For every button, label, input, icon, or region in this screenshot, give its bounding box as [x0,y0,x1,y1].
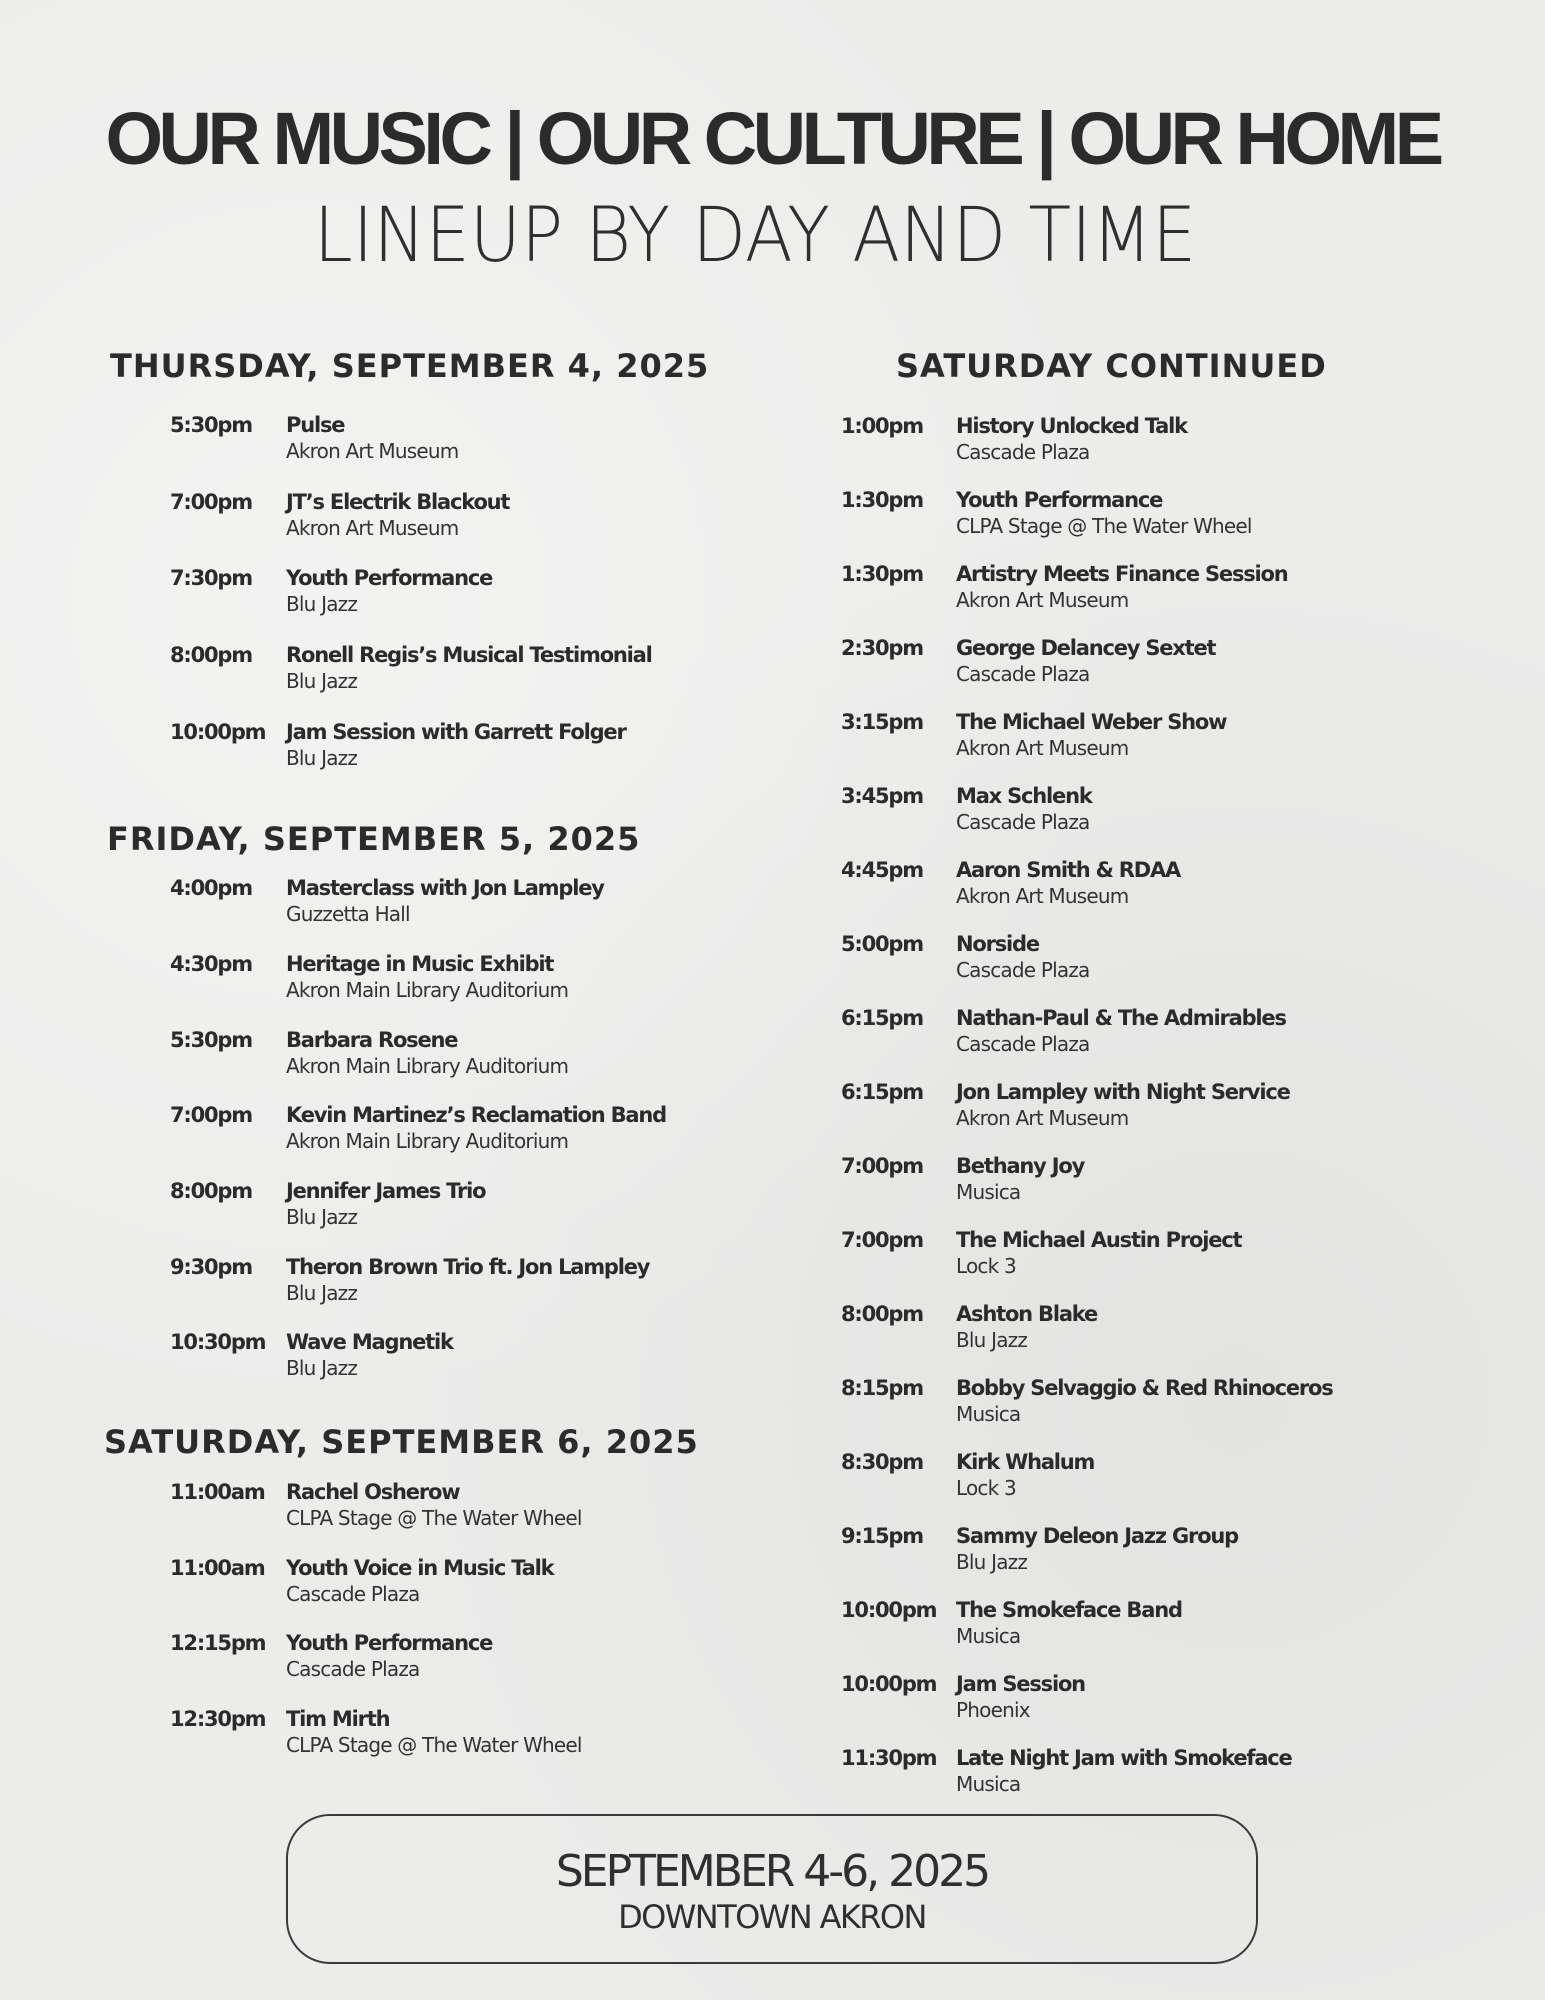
event-act: Ashton Blake [956,1302,1098,1326]
event-time: 7:00pm [170,490,252,514]
event-act: Kirk Whalum [956,1450,1095,1474]
event-act: JT’s Electrik Blackout [286,490,510,514]
festival-location: DOWNTOWN AKRON [618,1898,926,1936]
event-venue: Lock 3 [956,1254,1016,1278]
event-venue: Blu Jazz [286,746,358,770]
event-act: Theron Brown Trio ft. Jon Lampley [286,1255,650,1279]
event-act: Youth Voice in Music Talk [286,1556,554,1580]
day-heading-saturday-continued: SATURDAY CONTINUED [896,347,1327,385]
event-time: 4:30pm [170,952,252,976]
event-venue: Guzzetta Hall [286,902,410,926]
event-act: History Unlocked Talk [956,414,1187,438]
event-venue: Lock 3 [956,1476,1016,1500]
event-venue: Akron Art Museum [956,588,1129,612]
event-time: 10:00pm [170,720,266,744]
event-venue: Akron Main Library Auditorium [286,978,569,1002]
page-subtitle: LINEUP BY DAY AND TIME [313,190,1197,279]
event-time: 1:00pm [841,414,923,438]
event-time: 5:30pm [170,413,252,437]
event-time: 1:30pm [841,488,923,512]
event-time: 7:30pm [170,566,252,590]
event-time: 11:00am [170,1556,265,1580]
event-time: 7:00pm [841,1228,923,1252]
event-venue: Akron Art Museum [956,1106,1129,1130]
event-venue: Musica [956,1402,1021,1426]
event-venue: Cascade Plaza [956,662,1090,686]
event-time: 10:30pm [170,1330,266,1354]
event-time: 8:00pm [841,1302,923,1326]
event-time: 11:00am [170,1480,265,1504]
event-time: 5:30pm [170,1028,252,1052]
event-act: Nathan-Paul & The Admirables [956,1006,1286,1030]
event-venue: CLPA Stage @ The Water Wheel [286,1733,582,1757]
event-venue: Musica [956,1624,1021,1648]
event-venue: Cascade Plaza [956,440,1090,464]
event-act: Jennifer James Trio [286,1179,486,1203]
event-act: Ronell Regis’s Musical Testimonial [286,643,652,667]
event-venue: Cascade Plaza [286,1657,420,1681]
event-time: 3:15pm [841,710,923,734]
event-act: George Delancey Sextet [956,636,1216,660]
event-venue: Blu Jazz [956,1328,1028,1352]
event-time: 7:00pm [841,1154,923,1178]
event-venue: Blu Jazz [956,1550,1028,1574]
day-heading-saturday: SATURDAY, SEPTEMBER 6, 2025 [104,1423,699,1461]
event-act: Artistry Meets Finance Session [956,562,1288,586]
event-venue: Akron Main Library Auditorium [286,1129,569,1153]
event-act: Sammy Deleon Jazz Group [956,1524,1239,1548]
event-time: 8:15pm [841,1376,923,1400]
event-venue: Blu Jazz [286,592,358,616]
event-act: Tim Mirth [286,1707,390,1731]
event-act: Aaron Smith & RDAA [956,858,1181,882]
event-venue: Cascade Plaza [956,958,1090,982]
event-time: 6:15pm [841,1006,923,1030]
event-act: Wave Magnetik [286,1330,453,1354]
event-time: 1:30pm [841,562,923,586]
day-heading-thursday: THURSDAY, SEPTEMBER 4, 2025 [110,347,710,385]
event-time: 6:15pm [841,1080,923,1104]
event-act: Norside [956,932,1039,956]
event-venue: Cascade Plaza [286,1582,420,1606]
event-venue: Akron Art Museum [956,736,1129,760]
event-act: Youth Performance [286,566,493,590]
event-time: 9:30pm [170,1255,252,1279]
event-time: 11:30pm [841,1746,937,1770]
event-venue: CLPA Stage @ The Water Wheel [956,514,1252,538]
event-time: 4:00pm [170,876,252,900]
event-time: 2:30pm [841,636,923,660]
event-time: 7:00pm [170,1103,252,1127]
event-act: Pulse [286,413,345,437]
event-time: 12:30pm [170,1707,266,1731]
event-venue: Blu Jazz [286,669,358,693]
event-venue: Akron Main Library Auditorium [286,1054,569,1078]
event-act: Bethany Joy [956,1154,1085,1178]
event-venue: Akron Art Museum [286,516,459,540]
event-act: The Smokeface Band [956,1598,1182,1622]
event-venue: Akron Art Museum [286,439,459,463]
event-act: Jam Session with Garrett Folger [286,720,626,744]
day-heading-friday: FRIDAY, SEPTEMBER 5, 2025 [107,820,641,858]
event-venue: Musica [956,1180,1021,1204]
event-venue: Phoenix [956,1698,1030,1722]
event-venue: Cascade Plaza [956,1032,1090,1056]
event-time: 12:15pm [170,1631,266,1655]
festival-dates-box [286,1814,1258,1964]
page-title: OUR MUSIC | OUR CULTURE | OUR HOME [105,97,1440,180]
event-venue: CLPA Stage @ The Water Wheel [286,1506,582,1530]
event-venue: Akron Art Museum [956,884,1129,908]
event-venue: Blu Jazz [286,1281,358,1305]
event-time: 10:00pm [841,1672,937,1696]
event-act: Max Schlenk [956,784,1092,808]
event-venue: Blu Jazz [286,1356,358,1380]
event-venue: Blu Jazz [286,1205,358,1229]
event-venue: Cascade Plaza [956,810,1090,834]
event-time: 9:15pm [841,1524,923,1548]
event-act: Masterclass with Jon Lampley [286,876,604,900]
event-time: 3:45pm [841,784,923,808]
event-time: 8:00pm [170,1179,252,1203]
event-act: Kevin Martinez’s Reclamation Band [286,1103,666,1127]
event-time: 4:45pm [841,858,923,882]
event-act: Rachel Osherow [286,1480,460,1504]
event-act: The Michael Austin Project [956,1228,1242,1252]
event-act: Barbara Rosene [286,1028,458,1052]
event-act: Jam Session [956,1672,1085,1696]
event-act: The Michael Weber Show [956,710,1227,734]
event-act: Jon Lampley with Night Service [956,1080,1290,1104]
event-time: 8:30pm [841,1450,923,1474]
event-venue: Musica [956,1772,1021,1796]
event-time: 10:00pm [841,1598,937,1622]
event-act: Youth Performance [286,1631,493,1655]
festival-dates: SEPTEMBER 4-6, 2025 [555,1846,989,1897]
event-act: Bobby Selvaggio & Red Rhinoceros [956,1376,1333,1400]
event-time: 5:00pm [841,932,923,956]
event-act: Late Night Jam with Smokeface [956,1746,1292,1770]
event-act: Youth Performance [956,488,1163,512]
event-act: Heritage in Music Exhibit [286,952,554,976]
event-time: 8:00pm [170,643,252,667]
